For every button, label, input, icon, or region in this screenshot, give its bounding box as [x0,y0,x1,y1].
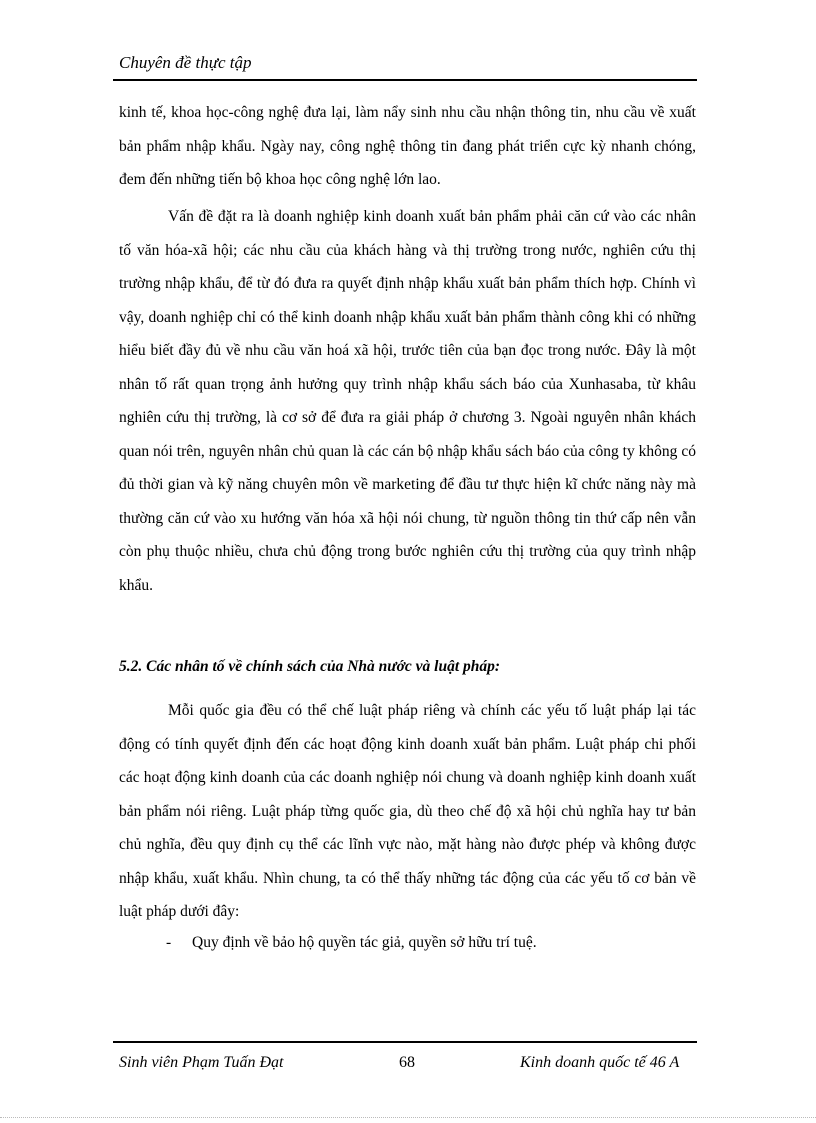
paragraph-intro: kinh tế, khoa học-công nghệ đưa lại, làm nẩy sinh nhu cầu nhận thông tin, nhu cầu về xuất bản phẩm nhập khẩu. Ngày nay, công nghệ thông tin đang phát triển cực kỳ nhanh chóng, đem đến những tiến bộ khoa học công nghệ lớn lao. [119,104,696,188]
bullet-marker: - [166,934,172,951]
page-bottom-edge [0,1117,816,1118]
footer-student-name: Sinh viên Phạm Tuấn Đạt [119,1054,284,1071]
section-heading: 5.2. Các nhân tố về chính sách của Nhà nước và luật pháp: [119,658,501,675]
paragraph-law: Mỗi quốc gia đều có thể chế luật pháp riêng và chính các yếu tố luật pháp lại tác động có tính quyết định đến các hoạt động kinh doanh xuất bản phẩm. Luật pháp chi phối các hoạt động kinh doanh của các doanh nghiệp nói chung và doanh nghiệp kinh doanh xuất bản phẩm nói riêng. Luật pháp từng quốc gia, dù theo chế độ xã hội chủ nghĩa hay tư bản chủ nghĩa, đều quy định cụ thể các lĩnh vực nào, mặt hàng nào được phép và không được nhập khẩu, xuất khẩu. Nhìn chung, ta có thể thấy những tác động của các yếu tố cơ bản về luật pháp dưới đây: [119,702,696,920]
footer-class-name: Kinh doanh quốc tế 46 A [520,1054,680,1071]
bullet-text: Quy định về bảo hộ quyền tác giả, quyền sở hữu trí tuệ. [192,934,537,951]
bullet-item [166,931,537,955]
running-header-title: Chuyên đề thực tập [119,53,252,72]
footer-divider [113,1041,697,1043]
footer-page-number: 68 [399,1054,415,1071]
paragraph-culture: Vấn đề đặt ra là doanh nghiệp kinh doanh xuất bản phẩm phải căn cứ vào các nhân tố văn hóa-xã hội; các nhu cầu của khách hàng và thị trường trong nước, nghiên cứu thị trường nhập khẩu, để từ đó đưa ra quyết định nhập khẩu xuất bản phẩm thích hợp. Chính vì vậy, doanh nghiệp chỉ có thể kinh doanh nhập khẩu xuất bản phẩm thành công khi có những hiểu biết đầy đủ về nhu cầu văn hoá xã hội, trước tiên của bạn đọc trong nước. Đây là một nhân tố rất quan trọng ảnh hưởng quy trình nhập khẩu sách báo của Xunhasaba, từ khâu nghiên cứu thị trường, là cơ sở để đưa ra giải pháp ở chương 3. Ngoài nguyên nhân khách quan nói trên, nguyên nhân chủ quan là các cán bộ nhập khẩu sách báo của công ty không có đủ thời gian và kỹ năng chuyên môn về marketing để đầu tư thực hiện kĩ chức năng này mà thường căn cứ vào xu hướng văn hóa xã hội nói chung, từ nguồn thông tin thứ cấp nên vẫn còn phụ thuộc nhiều, chưa chủ động trong bước nghiên cứu thị trường của quy trình nhập khẩu. [119,208,696,594]
header-divider [113,79,697,81]
